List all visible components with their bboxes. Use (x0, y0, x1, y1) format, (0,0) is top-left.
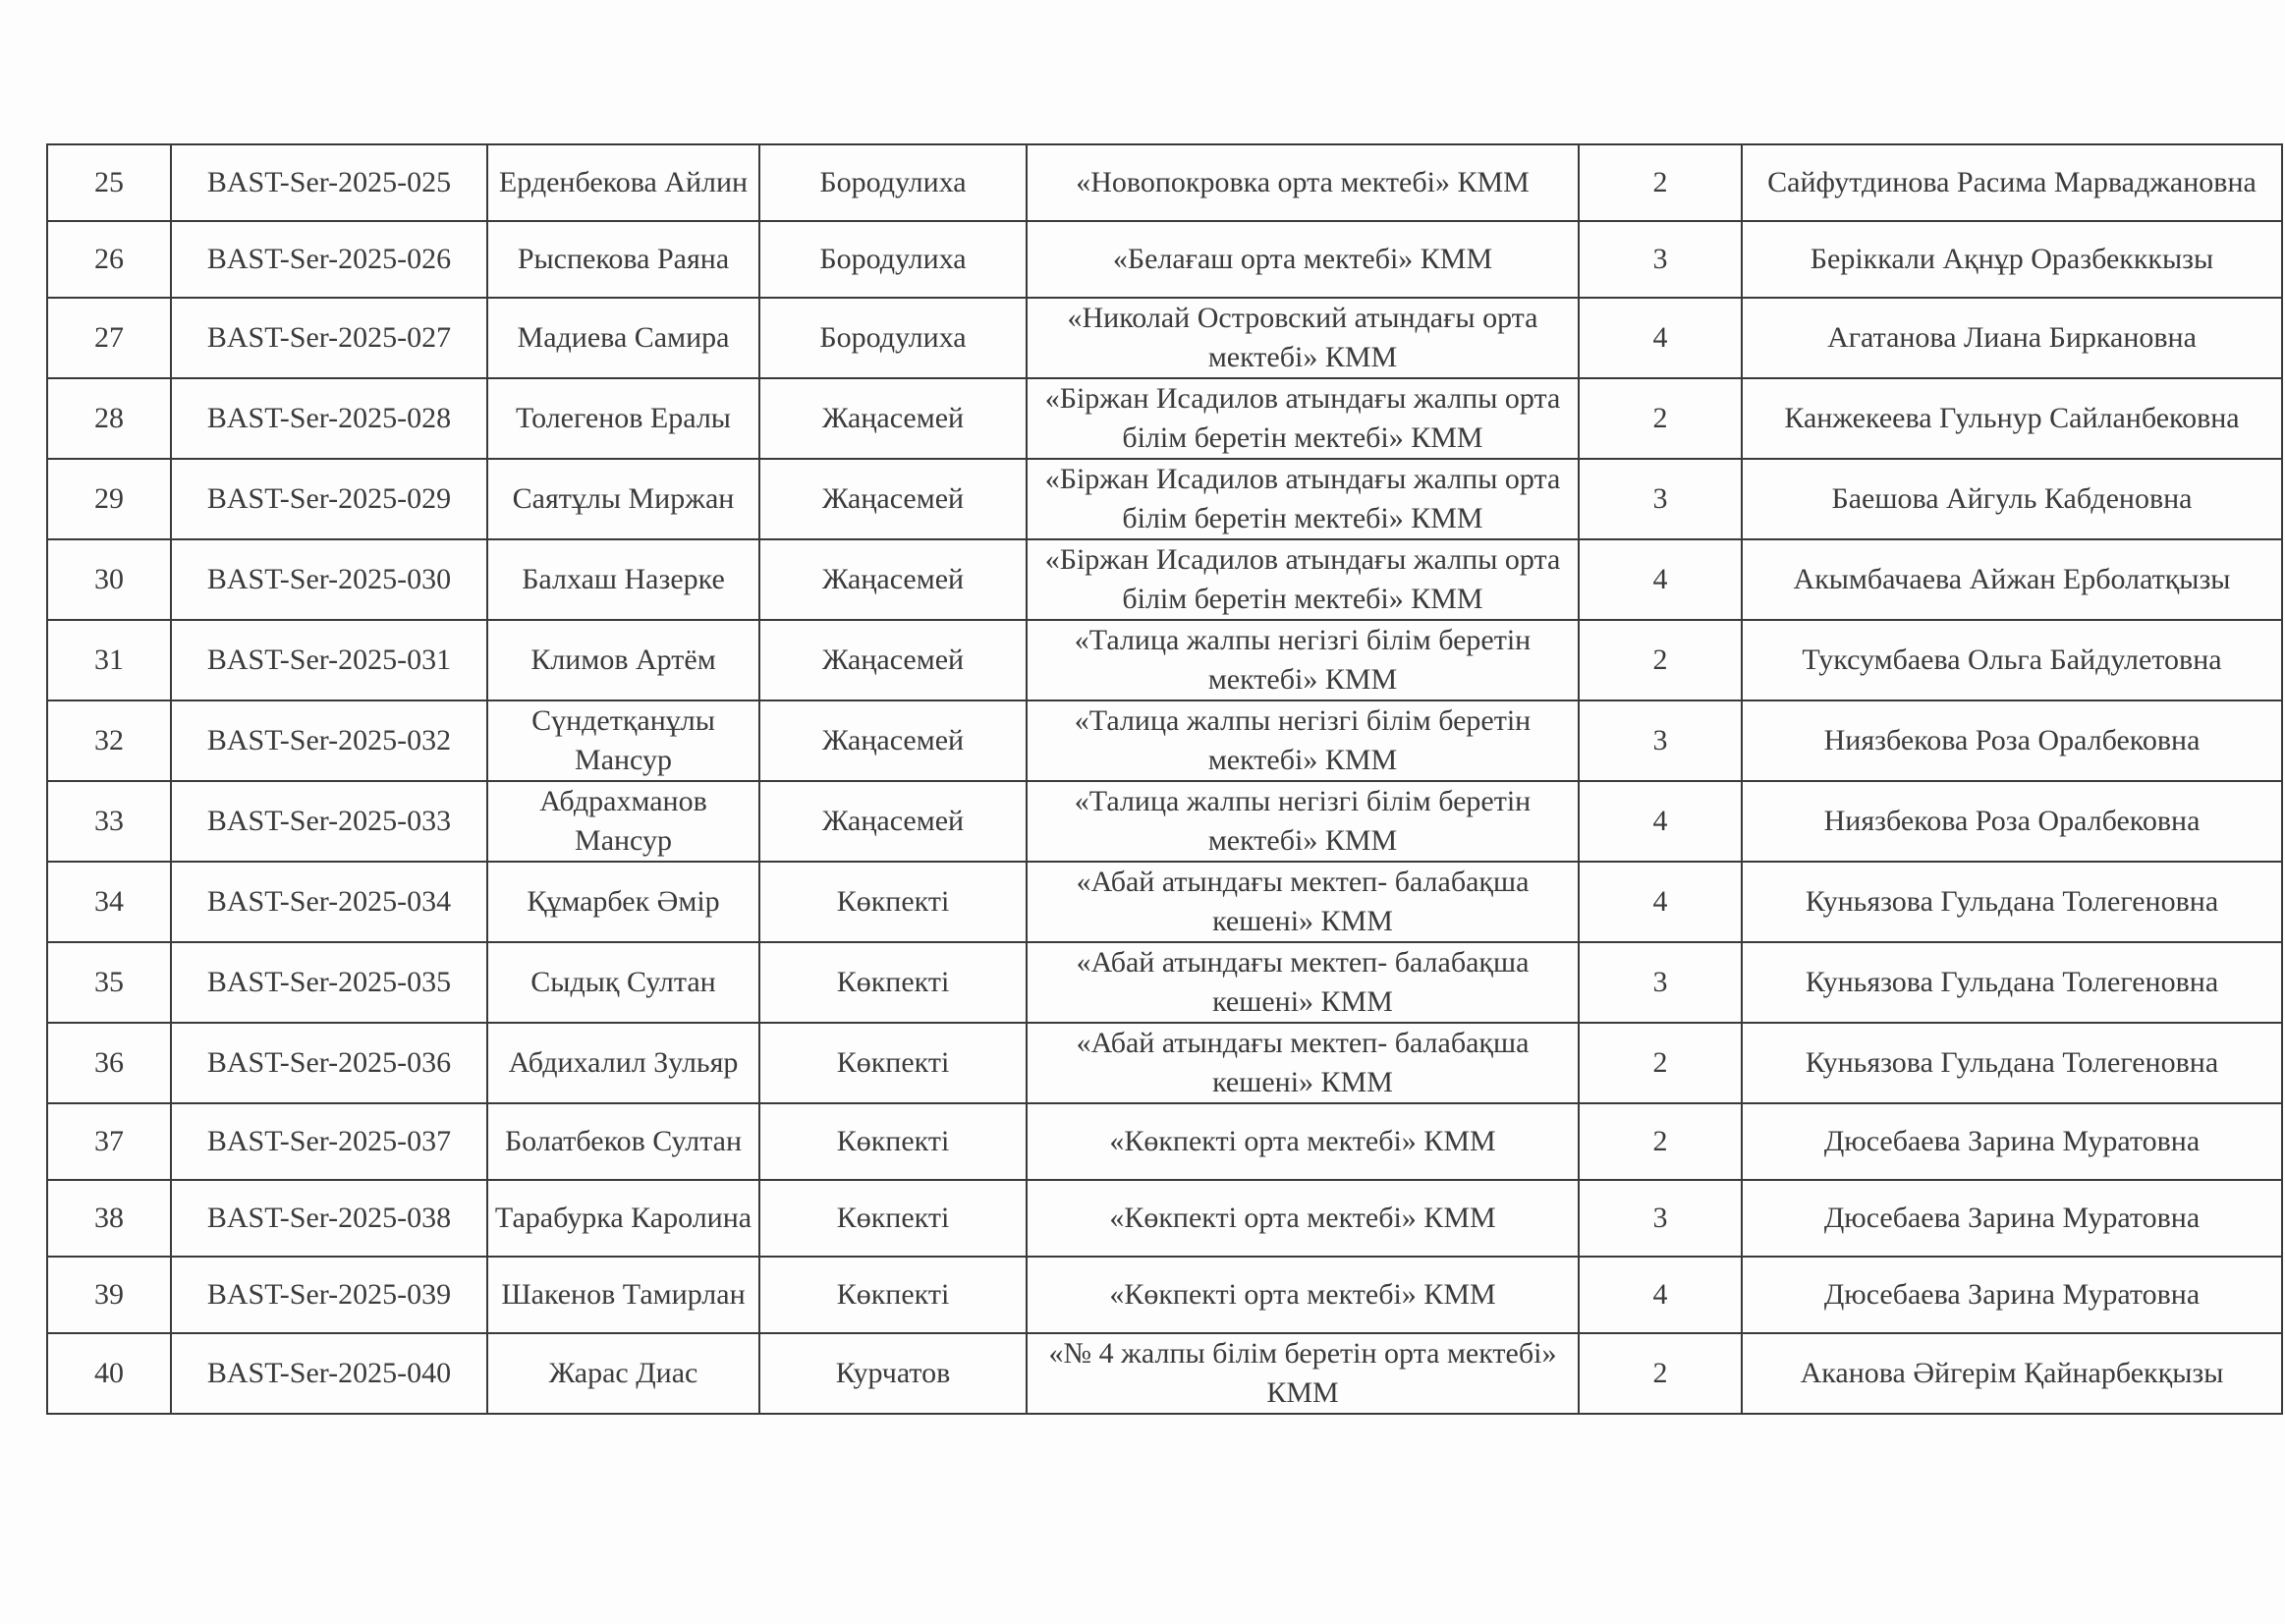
district: Бородулиха (759, 298, 1027, 378)
participant-name: Болатбеков Султан (487, 1103, 759, 1180)
table-row (47, 298, 2282, 378)
grade: 4 (1579, 298, 1742, 378)
district: Көкпекті (759, 1257, 1027, 1333)
school: «Абай атындағы мектеп- балабақша кешені» КММ (1027, 862, 1579, 942)
teacher: Куньязова Гульдана Толегеновна (1742, 1023, 2282, 1103)
participant-code: BAST-Ser-2025-039 (171, 1257, 487, 1333)
table-row (47, 620, 2282, 700)
district: Жаңасемей (759, 459, 1027, 539)
grade: 2 (1579, 1333, 1742, 1414)
school: «Николай Островский атындағы орта мектебі» КММ (1027, 298, 1579, 378)
grade: 4 (1579, 781, 1742, 862)
row-number: 31 (47, 620, 171, 700)
row-number: 33 (47, 781, 171, 862)
participant-name: Рыспекова Раяна (487, 221, 759, 298)
participant-code: BAST-Ser-2025-027 (171, 298, 487, 378)
school: «Көкпекті орта мектебі» КММ (1027, 1257, 1579, 1333)
participant-code: BAST-Ser-2025-029 (171, 459, 487, 539)
teacher: Канжекеева Гульнур Сайланбековна (1742, 378, 2282, 459)
row-number: 35 (47, 942, 171, 1023)
teacher: Ниязбекова Роза Оралбековна (1742, 781, 2282, 862)
district: Көкпекті (759, 942, 1027, 1023)
participant-code: BAST-Ser-2025-026 (171, 221, 487, 298)
district: Көкпекті (759, 1023, 1027, 1103)
teacher: Сайфутдинова Расима Марваджановна (1742, 144, 2282, 221)
grade: 4 (1579, 539, 1742, 620)
teacher: Беріккали Ақнұр Оразбекккызы (1742, 221, 2282, 298)
participant-name: Саятұлы Миржан (487, 459, 759, 539)
row-number: 30 (47, 539, 171, 620)
district: Көкпекті (759, 1180, 1027, 1257)
participant-name: Құмарбек Әмір (487, 862, 759, 942)
table-row (47, 942, 2282, 1023)
participant-name: Тарабурка Каролина (487, 1180, 759, 1257)
participant-code: BAST-Ser-2025-040 (171, 1333, 487, 1414)
district: Жаңасемей (759, 781, 1027, 862)
participant-name: Ерденбекова Айлин (487, 144, 759, 221)
participant-code: BAST-Ser-2025-030 (171, 539, 487, 620)
school: «Біржан Исадилов атындағы жалпы орта білім беретін мектебі» КММ (1027, 378, 1579, 459)
district: Жаңасемей (759, 620, 1027, 700)
grade: 2 (1579, 1103, 1742, 1180)
participant-name: Балхаш Назерке (487, 539, 759, 620)
school: «Белағаш орта мектебі» КММ (1027, 221, 1579, 298)
teacher: Акымбачаева Айжан Ерболатқызы (1742, 539, 2282, 620)
table-row (47, 862, 2282, 942)
table-row (47, 1103, 2282, 1180)
row-number: 26 (47, 221, 171, 298)
participants-table (46, 143, 2283, 1415)
school: «Новопокровка орта мектебі» КММ (1027, 144, 1579, 221)
row-number: 27 (47, 298, 171, 378)
row-number: 40 (47, 1333, 171, 1414)
participant-name: Сыдық Султан (487, 942, 759, 1023)
row-number: 37 (47, 1103, 171, 1180)
row-number: 38 (47, 1180, 171, 1257)
teacher: Туксумбаева Ольга Байдулетовна (1742, 620, 2282, 700)
school: «Көкпекті орта мектебі» КММ (1027, 1103, 1579, 1180)
grade: 2 (1579, 1023, 1742, 1103)
grade: 3 (1579, 459, 1742, 539)
participant-code: BAST-Ser-2025-028 (171, 378, 487, 459)
school: «Біржан Исадилов атындағы жалпы орта білім беретін мектебі» КММ (1027, 459, 1579, 539)
grade: 3 (1579, 221, 1742, 298)
school: «№ 4 жалпы білім беретін орта мектебі» КММ (1027, 1333, 1579, 1414)
teacher: Куньязова Гульдана Толегеновна (1742, 862, 2282, 942)
district: Курчатов (759, 1333, 1027, 1414)
participant-name: Абдихалил Зульяр (487, 1023, 759, 1103)
row-number: 25 (47, 144, 171, 221)
school: «Абай атындағы мектеп- балабақша кешені» КММ (1027, 942, 1579, 1023)
teacher: Куньязова Гульдана Толегеновна (1742, 942, 2282, 1023)
school: «Абай атындағы мектеп- балабақша кешені» КММ (1027, 1023, 1579, 1103)
participant-code: BAST-Ser-2025-037 (171, 1103, 487, 1180)
school: «Талица жалпы негізгі білім беретін мектебі» КММ (1027, 620, 1579, 700)
school: «Талица жалпы негізгі білім беретін мектебі» КММ (1027, 700, 1579, 781)
table-row (47, 539, 2282, 620)
table-row (47, 1257, 2282, 1333)
teacher: Аканова Әйгерім Қайнарбекқызы (1742, 1333, 2282, 1414)
row-number: 29 (47, 459, 171, 539)
district: Бородулиха (759, 144, 1027, 221)
grade: 2 (1579, 144, 1742, 221)
teacher: Баешова Айгуль Кабденовна (1742, 459, 2282, 539)
participant-code: BAST-Ser-2025-035 (171, 942, 487, 1023)
participant-code: BAST-Ser-2025-036 (171, 1023, 487, 1103)
participant-name: Толегенов Ералы (487, 378, 759, 459)
teacher: Дюсебаева Зарина Муратовна (1742, 1103, 2282, 1180)
participant-code: BAST-Ser-2025-025 (171, 144, 487, 221)
participant-code: BAST-Ser-2025-031 (171, 620, 487, 700)
participant-code: BAST-Ser-2025-033 (171, 781, 487, 862)
table-row (47, 781, 2282, 862)
teacher: Ниязбекова Роза Оралбековна (1742, 700, 2282, 781)
district: Бородулиха (759, 221, 1027, 298)
row-number: 32 (47, 700, 171, 781)
participant-name: Сүндетқанұлы Мансур (487, 700, 759, 781)
participant-name: Мадиева Самира (487, 298, 759, 378)
school: «Біржан Исадилов атындағы жалпы орта білім беретін мектебі» КММ (1027, 539, 1579, 620)
grade: 3 (1579, 1180, 1742, 1257)
district: Жаңасемей (759, 700, 1027, 781)
grade: 3 (1579, 700, 1742, 781)
school: «Талица жалпы негізгі білім беретін мектебі» КММ (1027, 781, 1579, 862)
participant-code: BAST-Ser-2025-038 (171, 1180, 487, 1257)
grade: 3 (1579, 942, 1742, 1023)
grade: 4 (1579, 1257, 1742, 1333)
row-number: 28 (47, 378, 171, 459)
district: Жаңасемей (759, 539, 1027, 620)
table-row (47, 700, 2282, 781)
table-row (47, 221, 2282, 298)
participant-name: Шакенов Тамирлан (487, 1257, 759, 1333)
district: Жаңасемей (759, 378, 1027, 459)
district: Көкпекті (759, 1103, 1027, 1180)
grade: 2 (1579, 620, 1742, 700)
table-row (47, 459, 2282, 539)
district: Көкпекті (759, 862, 1027, 942)
table-row (47, 1333, 2282, 1414)
teacher: Дюсебаева Зарина Муратовна (1742, 1180, 2282, 1257)
row-number: 39 (47, 1257, 171, 1333)
grade: 4 (1579, 862, 1742, 942)
table-row (47, 1023, 2282, 1103)
table-row (47, 1180, 2282, 1257)
teacher: Дюсебаева Зарина Муратовна (1742, 1257, 2282, 1333)
participant-name: Абдрахманов Мансур (487, 781, 759, 862)
participant-name: Климов Артём (487, 620, 759, 700)
teacher: Агатанова Лиана Биркановна (1742, 298, 2282, 378)
participant-code: BAST-Ser-2025-032 (171, 700, 487, 781)
participant-name: Жарас Диас (487, 1333, 759, 1414)
school: «Көкпекті орта мектебі» КММ (1027, 1180, 1579, 1257)
grade: 2 (1579, 378, 1742, 459)
row-number: 36 (47, 1023, 171, 1103)
participant-code: BAST-Ser-2025-034 (171, 862, 487, 942)
table-row (47, 144, 2282, 221)
row-number: 34 (47, 862, 171, 942)
table-row (47, 378, 2282, 459)
